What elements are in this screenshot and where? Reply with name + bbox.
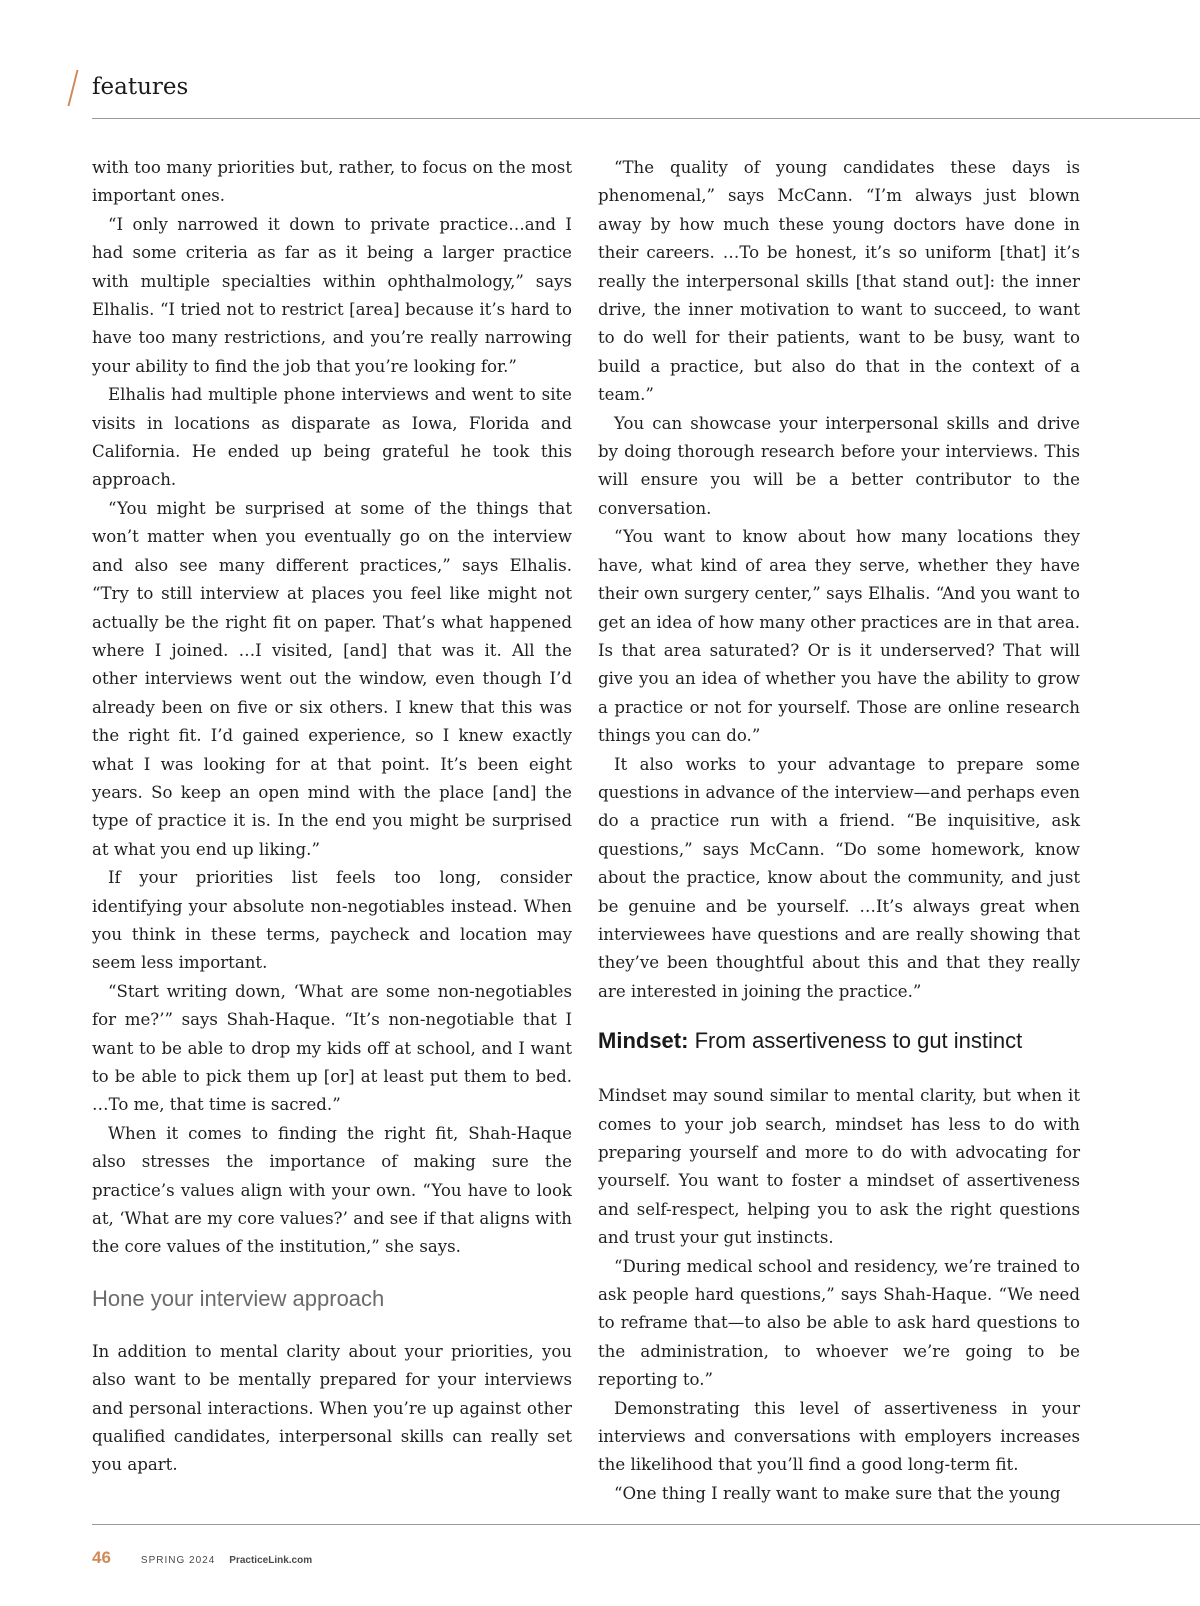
body-paragraph: “You want to know about how many locations they have, what kind of area they serve, whether they have their own surgery center,” says Elhalis. “And you want to get an idea of how many other practices are in that area. Is that area saturated? Or is it underserved? That will give you an idea of whether you have the ability to grow a practice or not for yourself. Those are online research things you can do.” <box>598 527 1080 746</box>
body-paragraph: “One thing I really want to make sure that the young <box>614 1483 1061 1503</box>
section-label: features <box>92 74 189 100</box>
footer-rule <box>92 1524 1200 1525</box>
body-paragraph: In addition to mental clarity about your priorities, you also want to be mentally prepared for your interviews and personal interactions. When you’re up against other qualified candidates, interpersonal skills can really set you apart. <box>92 1341 572 1475</box>
body-paragraph: Demonstrating this level of assertiveness in your interviews and conversations with employers increases the likelihood that you’ll find a good long-term fit. <box>598 1398 1080 1475</box>
header-rule <box>92 118 1200 119</box>
issue-label: SPRING 2024 <box>140 1555 216 1566</box>
body-paragraph: “I only narrowed it down to private practice…and I had some criteria as far as it being a larger practice with multiple specialties within ophthalmology,” says Elhalis. “I tried not to restrict [area] because it’s hard to have too many restrictions, and you’re really narrowing your ability to find the job that you’re looking for.” <box>92 214 572 376</box>
body-paragraph: When it comes to finding the right fit, Shah-Haque also stresses the importance of making sure the practice’s values align with your own. “You have to look at, ‘What are my core values?’ and see if that aligns with the core values of the institution,” she says. <box>92 1123 572 1257</box>
site-name: PracticeLink.com <box>229 1555 313 1566</box>
body-paragraph: “Start writing down, ‘What are some non-negotiables for me?’” says Shah-Haque. “It’s non-negotiable that I want to be able to drop my kids off at school, and I want to be able to pick them up [or] at least put them to bed. …To me, that time is sacred.” <box>92 981 572 1115</box>
subhead-mindset-rest: From assertiveness to gut instinct <box>688 1028 1023 1054</box>
body-paragraph: with too many priorities but, rather, to focus on the most important ones. <box>92 158 572 206</box>
body-paragraph: “During medical school and residency, we’re trained to ask people hard questions,” says Shah-Haque. “We need to reframe that—to also be able to ask hard questions to the administration, to whoever we’re going to be reporting to.” <box>598 1256 1080 1390</box>
left-column <box>92 154 572 1480</box>
body-paragraph: “The quality of young candidates these days is phenomenal,” says McCann. “I’m always just blown away by how much these young doctors have done in their careers. …To be honest, it’s so uniform [that] it’s really the interpersonal skills [that stand out]: the inner drive, the inner motivation to want to succeed, to want to do well for their patients, want to be busy, want to build a practice, but also do that in the context of a team.” <box>598 158 1080 405</box>
subhead-mindset-bold: Mindset: <box>598 1028 689 1054</box>
body-paragraph: If your priorities list feels too long, consider identifying your absolute non-negotiables instead. When you think in these terms, paycheck and location may seem less important. <box>92 868 572 973</box>
body-paragraph: Mindset may sound similar to mental clarity, but when it comes to your job search, mindset has less to do with preparing yourself and more to do with advocating for yourself. You want to foster a mindset of assertiveness and self-respect, helping you to ask the right questions and trust your gut instincts. <box>598 1086 1080 1248</box>
subhead-mindset <box>598 1026 1080 1056</box>
header-accent-slash <box>68 70 79 106</box>
body-paragraph: “You might be surprised at some of the things that won’t matter when you eventually go on the interview and also see many different practices,” says Elhalis. “Try to still interview at places you feel like might not actually be the right fit on paper. That’s what happened where I joined. …I visited, [and] that was it. All the other interviews went out the window, even though I’d already been on five or six others. I knew that this was the right fit. I’d gained experience, so I knew exactly what I was looking for at that point. It’s been eight years. So keep an open mind with the place [and] the type of practice it is. In the end you might be surprised at what you end up liking.” <box>92 498 572 859</box>
body-paragraph: Elhalis had multiple phone interviews and went to site visits in locations as disparate as Iowa, Florida and California. He ended up being grateful he took this approach. <box>92 385 572 490</box>
right-column <box>598 154 1080 1508</box>
page-number: 46 <box>92 1548 111 1567</box>
body-paragraph: It also works to your advantage to prepare some questions in advance of the interview—and perhaps even do a practice run with a friend. “Be inquisitive, ask questions,” says McCann. “Do some homework, know about the practice, know about the community, and just be genuine and be yourself. …It’s always great when interviewees have questions and are really showing that they’ve been thoughtful about this and that they really are interested in joining the practice.” <box>598 754 1080 1001</box>
page-footer <box>92 1548 312 1568</box>
subhead-interview-approach: Hone your interview approach <box>92 1285 385 1311</box>
body-paragraph: You can showcase your interpersonal skills and drive by doing thorough research before your interviews. This will ensure you will be a better contributor to the conversation. <box>598 413 1080 518</box>
